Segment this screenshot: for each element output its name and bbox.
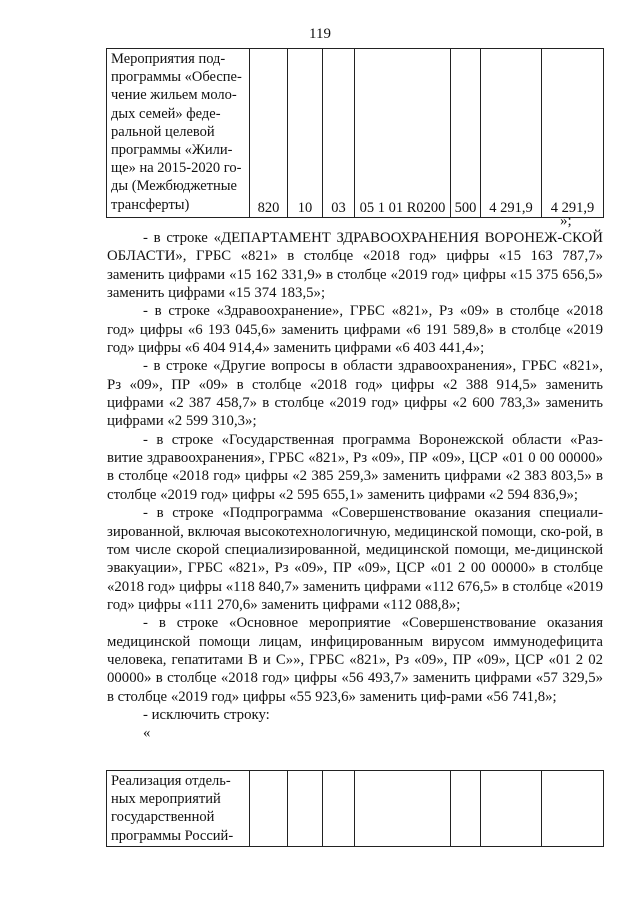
paragraph: - в строке «Подпрограмма «Совершенствование оказания специали-зированной, включая высокотехнологичную, медицинской помощи, ско-рой, в том числе скорой специализированной, медицинской помощи, ме-дицинской эвакуации», ГРБС «821», Рз «09», ПР «09», ЦСР «01 2 00 00000» в столбце «2018 год» цифры «118 840,7» заменить цифрами «112 676,5» в столбце «2019 год» цифры «111 270,6» заменить цифрами «112 088,8»; bbox=[107, 505, 603, 613]
grbs-cell: 820 bbox=[250, 49, 288, 218]
budget-table-bottom bbox=[106, 770, 604, 847]
budget-table-top bbox=[106, 48, 604, 218]
amendment-text bbox=[107, 229, 603, 743]
paragraph: - в строке «ДЕПАРТАМЕНТ ЗДРАВООХРАНЕНИЯ ВОРОНЕЖ-СКОЙ ОБЛАСТИ», ГРБС «821» в столбце «2018 год» цифры «15 163 787,7» заменить цифрами «15 162 331,9» в столбце «2019 год» цифры «15 375 656,5» заменить цифрами «15 374 183,5»; bbox=[107, 230, 603, 302]
row-name-cell: Реализация отдель-ных мероприятий государственной программы Россий- bbox=[107, 771, 250, 847]
rz-cell: 10 bbox=[288, 49, 323, 218]
paragraph: - в строке «Здравоохранение», ГРБС «821», Рз «09» в столбце «2018 год» цифры «6 193 045,6» заменить цифрами «6 191 589,8» в столбце «2019 год» цифры «6 404 914,4» заменить цифрами «6 403 441,4»; bbox=[107, 303, 603, 357]
opening-quote: « bbox=[143, 725, 151, 742]
pr-cell: 03 bbox=[323, 49, 355, 218]
amount-2019-cell bbox=[542, 771, 604, 847]
grbs-cell bbox=[250, 771, 288, 847]
paragraph: - в строке «Основное мероприятие «Совершенствование оказания медицинской помощи лицам, инфицированным вирусом иммунодефицита человека, гепатитами В и С»», ГРБС «821», Рз «09», ПР «09», ЦСР «01 2 02 00000» в столбце «2018 год» цифры «56 493,7» заменить цифрами «57 329,5» в столбце «2019 год» цифры «55 923,6» заменить циф-рами «56 741,8»; bbox=[107, 615, 603, 705]
table-row bbox=[107, 771, 604, 847]
vr-cell: 500 bbox=[451, 49, 481, 218]
paragraph: - в строке «Государственная программа Воронежской области «Раз-витие здравоохранения», ГРБС «821», Рз «09», ПР «09», ЦСР «01 0 00 00000» в столбце «2018 год» цифры «2 385 259,3» заменить цифрами «2 383 803,5» в столбце «2019 год» цифры «2 595 655,1» заменить цифрами «2 594 836,9»; bbox=[107, 431, 603, 503]
closing-quote: »; bbox=[560, 213, 572, 229]
paragraph: - исключить строку: bbox=[143, 706, 270, 723]
rz-cell bbox=[288, 771, 323, 847]
pr-cell bbox=[323, 771, 355, 847]
csr-cell: 05 1 01 R0200 bbox=[355, 49, 451, 218]
vr-cell bbox=[451, 771, 481, 847]
table-row bbox=[107, 49, 604, 218]
amount-2019-cell: 4 291,9 bbox=[542, 49, 604, 218]
amount-2018-cell bbox=[481, 771, 542, 847]
csr-cell bbox=[355, 771, 451, 847]
row-name-cell: Мероприятия под-программы «Обеспе-чение жильем моло-дых семей» феде-ральной целевой программы «Жили-ще» на 2015-2020 го-ды (Межбюджетные трансферты) bbox=[107, 49, 250, 218]
page-number: 119 bbox=[309, 26, 331, 42]
paragraph: - в строке «Другие вопросы в области здравоохранения», ГРБС «821», Рз «09», ПР «09» в столбце «2018 год» цифры «2 388 914,5» заменить цифрами «2 387 458,7» в столбце «2019 год» цифры «2 600 783,3» заменить цифрами «2 599 310,3»; bbox=[107, 358, 603, 430]
amount-2018-cell: 4 291,9 bbox=[481, 49, 542, 218]
